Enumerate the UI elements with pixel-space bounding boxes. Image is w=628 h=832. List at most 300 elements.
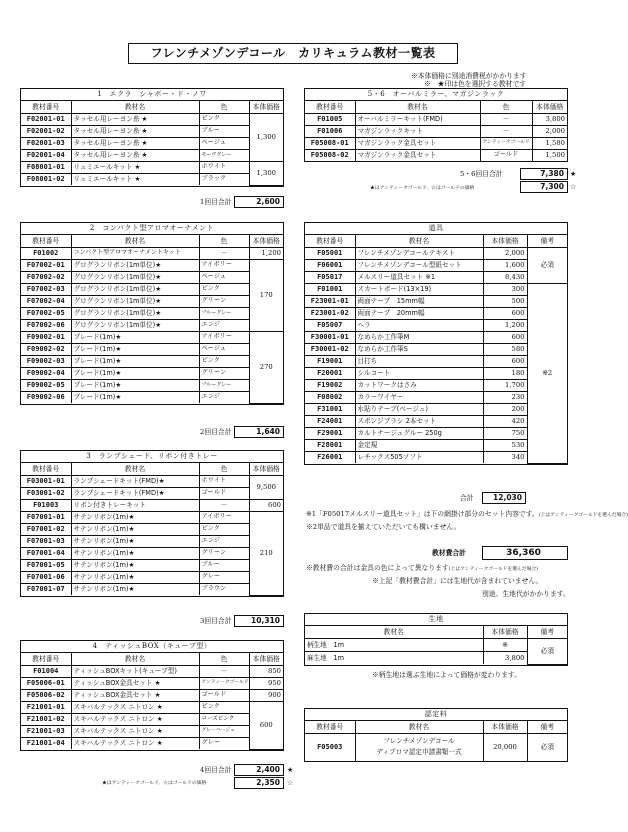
- fees-label: 教材費合計: [432, 549, 466, 557]
- table-row: [21, 523, 283, 535]
- table-row: [21, 307, 283, 319]
- table-row: [21, 475, 283, 487]
- col-color-header: 色: [480, 101, 532, 113]
- table-cell: F28001: [305, 439, 355, 451]
- table-cell: 必須: [527, 638, 567, 664]
- table-cell: なめらか工作筆M: [355, 331, 483, 343]
- tools-total-label: 合計: [460, 494, 474, 502]
- table-row: [21, 161, 283, 173]
- col-name-header: 教材名: [71, 101, 199, 113]
- table-row: [21, 689, 283, 701]
- table-row: [21, 677, 283, 689]
- fees-note-3: 別途、生地代がかかります。: [482, 590, 570, 598]
- table-cell: F05003: [305, 733, 355, 761]
- table-cell: 850: [249, 665, 283, 677]
- col-code-header: 教材番号: [305, 721, 355, 733]
- table-cell: ブレード(1m)★: [71, 343, 199, 355]
- section-4-table: [20, 640, 284, 751]
- table-cell: グログランリボン(1m単位)★: [71, 307, 199, 319]
- col-remark-header: 備考: [527, 626, 567, 638]
- table-cell: F07002-02: [21, 271, 71, 283]
- table-row: [305, 137, 567, 149]
- table-row: [21, 737, 283, 749]
- table-row: [305, 113, 567, 125]
- table-cell: 水貼りテープ(ベージュ): [355, 403, 483, 415]
- table-cell: F07001-02: [21, 523, 71, 535]
- table-cell: 3,800: [532, 113, 567, 125]
- table-cell: ピンク: [199, 283, 249, 295]
- table-cell: ピンク: [199, 355, 249, 367]
- table-cell: ベージュ: [199, 271, 249, 283]
- table-cell: 600: [483, 331, 527, 343]
- table-cell: 600: [249, 499, 283, 511]
- table-cell: 600: [483, 355, 527, 367]
- page-title: フレンチメゾンデコール カリキュラム教材一覧表: [128, 43, 458, 64]
- col-color-header: 色: [199, 463, 249, 475]
- table-cell: F19001: [305, 355, 355, 367]
- col-price-header: 本体価格: [249, 101, 283, 113]
- cert-table: [304, 708, 568, 762]
- table-cell: 必須: [527, 733, 567, 761]
- col-color-header: 色: [199, 101, 249, 113]
- col-price-header: 本体価格: [483, 721, 527, 733]
- table-row: [21, 379, 283, 391]
- col-price-header: 本体価格: [532, 101, 567, 113]
- table-row: [21, 725, 283, 737]
- table-cell: F09002-03: [21, 355, 71, 367]
- table-cell: スカートボード(13×19): [355, 283, 483, 295]
- table-cell: F02001-02: [21, 125, 71, 137]
- table-cell: －: [480, 125, 532, 137]
- section-56-mark-a: ★: [570, 170, 577, 178]
- section-56-total-label: 5・6回目合計: [460, 170, 503, 178]
- table-cell: [355, 733, 483, 761]
- table-cell: F01004: [21, 665, 71, 677]
- col-name-header: 教材名: [71, 653, 199, 665]
- table-cell: F02001-03: [21, 137, 71, 149]
- table-cell: F01003: [21, 499, 71, 511]
- col-name-header: 教材名: [71, 235, 199, 247]
- table-cell: サテンリボン(1m)★: [71, 511, 199, 523]
- table-cell: サテンリボン(1m)★: [71, 571, 199, 583]
- col-name-header: 教材名: [305, 626, 483, 638]
- col-name-header: 教材名: [355, 101, 480, 113]
- table-cell: F07002-01: [21, 259, 71, 271]
- table-cell: F07001-05: [21, 559, 71, 571]
- fabric-note: ※柄生地は選ぶ生地によって価格が変わります。: [372, 671, 521, 679]
- table-row: [21, 343, 283, 355]
- tools-title: 道具: [305, 223, 567, 235]
- table-cell: 950: [249, 677, 283, 689]
- section-4-mark-a: ★: [287, 766, 294, 774]
- col-price-header: 本体価格: [249, 235, 283, 247]
- table-row: [21, 511, 283, 523]
- table-cell: グログランリボン(1m単位)★: [71, 319, 199, 331]
- section-56-mark-b: ☆: [570, 183, 577, 191]
- table-cell: ピンク: [199, 523, 249, 535]
- table-cell: ブラック: [199, 173, 249, 185]
- table-cell: F07002-05: [21, 307, 71, 319]
- table-cell: F19002: [305, 379, 355, 391]
- table-cell: フレンチメゾンデコール型紙セット: [355, 259, 483, 271]
- col-price-header: 本体価格: [483, 235, 527, 247]
- table-cell: レチックス505ソフト: [355, 451, 483, 463]
- table-cell: ※: [483, 638, 527, 651]
- table-row: [305, 247, 567, 259]
- table-cell: F07001-06: [21, 571, 71, 583]
- section-56-total-b: 7,300: [520, 181, 568, 193]
- table-cell: F05017: [305, 271, 355, 283]
- table-cell: F21001-04: [21, 737, 71, 749]
- section-2-total-label: 2回目合計: [200, 428, 232, 436]
- table-cell: F01002: [21, 247, 71, 259]
- table-cell: F07001-01: [21, 511, 71, 523]
- table-cell: F05006-01: [21, 677, 71, 689]
- col-color-header: 色: [199, 653, 249, 665]
- table-cell: F24001: [305, 415, 355, 427]
- table-cell: F30001-01: [305, 331, 355, 343]
- table-cell: ホワイト: [199, 161, 249, 173]
- table-cell: 270: [249, 331, 283, 403]
- table-cell: －: [199, 247, 249, 259]
- table-cell: 300: [483, 283, 527, 295]
- table-row: [305, 733, 567, 761]
- table-cell: F21001-02: [21, 713, 71, 725]
- table-cell: 200: [483, 403, 527, 415]
- table-cell: F07002-04: [21, 295, 71, 307]
- table-cell: ティッシュBOXキット(キューブ型): [71, 665, 199, 677]
- table-cell: サテンリボン(1m)★: [71, 559, 199, 571]
- table-cell: オーバルミラーキット(FMD): [355, 113, 480, 125]
- table-row: [21, 149, 283, 161]
- table-cell: エンジ: [199, 319, 249, 331]
- table-cell: 麻生地 1m: [305, 651, 483, 664]
- tax-note: ※本体価格に別途消費税がかかります: [411, 72, 527, 80]
- table-cell: シルコート: [355, 367, 483, 379]
- table-cell: 必須: [527, 247, 567, 283]
- fees-total: 36,360: [482, 546, 568, 560]
- table-cell: グログランリボン(1m単位)★: [71, 271, 199, 283]
- table-cell: タッセル用レーヨン糸 ★: [71, 125, 199, 137]
- table-row: [21, 319, 283, 331]
- col-price-header: 本体価格: [483, 626, 527, 638]
- table-cell: F29001: [305, 427, 355, 439]
- section-4-mark-b: ☆: [287, 779, 294, 787]
- table-row: [21, 283, 283, 295]
- table-cell: 530: [483, 439, 527, 451]
- table-row: [21, 713, 283, 725]
- table-cell: マガジンラック金具セット: [355, 137, 480, 149]
- col-remark-header: 備考: [527, 721, 567, 733]
- table-cell: ティッシュBOX金具セット ★: [71, 689, 199, 701]
- table-cell: F31001: [305, 403, 355, 415]
- table-cell: F09002-02: [21, 343, 71, 355]
- table-row: [21, 665, 283, 677]
- section-4-total-a: 2,400: [234, 764, 284, 776]
- table-cell: ランプシェードキット(FMD)★: [71, 475, 199, 487]
- table-cell: グログランリボン(1m単位)★: [71, 283, 199, 295]
- table-cell: メルスリー道具セット ※1: [355, 271, 483, 283]
- fees-note-2: ※上記「教材費合計」には生地代が含まれていません。: [372, 577, 543, 585]
- table-cell: ピンク: [199, 701, 249, 713]
- table-cell: タッセル用レーヨン糸 ★: [71, 137, 199, 149]
- table-cell: F21001-01: [21, 701, 71, 713]
- table-cell: 340: [483, 451, 527, 463]
- table-cell: グリーン: [199, 547, 249, 559]
- table-cell: 1,700: [483, 379, 527, 391]
- col-code-header: 教材番号: [21, 235, 71, 247]
- table-cell: モーヴグレー: [199, 149, 249, 161]
- table-row: [21, 125, 283, 137]
- table-cell: F21001-03: [21, 725, 71, 737]
- table-cell: エンジ: [199, 391, 249, 403]
- section-3-table: [20, 450, 284, 597]
- table-cell: F03001-02: [21, 487, 71, 499]
- fabric-table: [304, 613, 568, 666]
- section-4-total-b: 2,350: [234, 777, 284, 789]
- table-cell: グレー: [199, 737, 249, 749]
- section-2-total: 1,640: [234, 426, 284, 438]
- tools-note-1: ※1「F05017メルスリー道具セット」は下の網掛け部分のセット内容です。(上はアンティークゴールドを選んだ場合): [306, 510, 628, 518]
- table-cell: ベージュ: [199, 343, 249, 355]
- table-cell: ゴールド: [199, 487, 249, 499]
- table-row: [21, 535, 283, 547]
- table-cell: ゴールド: [199, 689, 249, 701]
- table-cell: ブルー: [199, 125, 249, 137]
- table-row: [21, 295, 283, 307]
- col-price-header: 本体価格: [249, 653, 283, 665]
- table-cell: サテンリボン(1m)★: [71, 583, 199, 595]
- tools-total: 12,030: [482, 492, 526, 504]
- tools-note-2: ※2単品で道具を揃えていただいても構いません。: [306, 523, 461, 531]
- tools-table: [304, 222, 568, 465]
- table-row: [21, 583, 283, 595]
- table-cell: 1,200: [483, 319, 527, 331]
- col-name-header: 教材名: [355, 235, 483, 247]
- table-cell: ブルーグレー: [199, 379, 249, 391]
- col-name-header: 教材名: [71, 463, 199, 475]
- col-color-header: 色: [199, 235, 249, 247]
- section-2-table: [20, 222, 284, 405]
- table-cell: ブレード(1m)★: [71, 331, 199, 343]
- cert-name-line2: ディプロマ認定申請書類一式: [376, 748, 462, 757]
- table-cell: ホワイト: [199, 475, 249, 487]
- table-cell: 900: [249, 689, 283, 701]
- table-cell: F30001-02: [305, 343, 355, 355]
- table-cell: 1,200: [249, 247, 283, 259]
- table-cell: ブルーグレー: [199, 307, 249, 319]
- table-row: [21, 571, 283, 583]
- table-cell: F01001: [305, 283, 355, 295]
- table-cell: 500: [483, 295, 527, 307]
- table-cell: F09002-05: [21, 379, 71, 391]
- section-4-note: ★はアンティークゴールド、☆はゴールドの価格: [102, 781, 207, 786]
- table-cell: ブレード(1m)★: [71, 367, 199, 379]
- section-3-total: 10,310: [234, 615, 284, 627]
- table-cell: F09002-01: [21, 331, 71, 343]
- table-row: [21, 113, 283, 125]
- section-1-title: 1 エクラ シャボー・ド・ノワ: [21, 89, 283, 101]
- table-cell: F06001: [305, 259, 355, 271]
- table-cell: 580: [483, 343, 527, 355]
- table-cell: カラーワイヤー: [355, 391, 483, 403]
- table-cell: リュミエールキット ★: [71, 173, 199, 185]
- table-cell: F23001-01: [305, 295, 355, 307]
- table-cell: F05006-02: [21, 689, 71, 701]
- table-cell: 柄生地 1m: [305, 638, 483, 651]
- table-cell: リボン付きトレーキット: [71, 499, 199, 511]
- section-1-table: [20, 88, 284, 187]
- table-row: [305, 125, 567, 137]
- col-code-header: 教材番号: [305, 235, 355, 247]
- table-cell: F26001: [305, 451, 355, 463]
- table-row: [21, 701, 283, 713]
- table-cell: F08001-01: [21, 161, 71, 173]
- table-cell: サテンリボン(1m)★: [71, 535, 199, 547]
- table-cell: 1,300: [249, 113, 283, 161]
- table-cell: F08002: [305, 391, 355, 403]
- col-code-header: 教材番号: [21, 463, 71, 475]
- table-cell: タッセル用レーヨン糸 ★: [71, 113, 199, 125]
- section-4-total-label: 4回目合計: [200, 766, 232, 774]
- table-cell: ブレード(1m)★: [71, 379, 199, 391]
- table-cell: －: [199, 499, 249, 511]
- table-cell: ティッシュBOX金具セット ★: [71, 677, 199, 689]
- table-cell: F07001-07: [21, 583, 71, 595]
- fees-note-1: ※教材費の合計は金具の色によって異なります(上はアンティークゴールドを選んだ場合): [306, 564, 539, 572]
- table-cell: グレー: [199, 571, 249, 583]
- col-code-header: 教材番号: [21, 101, 71, 113]
- table-cell: アイボリー: [199, 331, 249, 343]
- table-cell: F07002-03: [21, 283, 71, 295]
- cert-name-line1: フレンチメゾンデコール: [383, 737, 455, 746]
- fabric-title: 生地: [305, 614, 567, 626]
- table-cell: 1,600: [483, 259, 527, 271]
- table-cell: 600: [249, 701, 283, 749]
- table-cell: グログランリボン(1m単位)★: [71, 295, 199, 307]
- table-cell: 目打ち: [355, 355, 483, 367]
- section-3-total-label: 3回目合計: [200, 617, 232, 625]
- table-cell: ブレード(1m)★: [71, 391, 199, 403]
- table-cell: F05007: [305, 319, 355, 331]
- table-row: [21, 391, 283, 403]
- table-cell: 20,000: [483, 733, 527, 761]
- table-cell: 金定規: [355, 439, 483, 451]
- table-cell: F02001-01: [21, 113, 71, 125]
- table-cell: 1,300: [249, 161, 283, 185]
- table-cell: スキバルテックス ニトロン ★: [71, 725, 199, 737]
- col-code-header: 教材番号: [305, 101, 355, 113]
- table-cell: F05001: [305, 247, 355, 259]
- table-cell: 170: [249, 259, 283, 331]
- table-cell: アンティークゴールド: [199, 677, 249, 689]
- table-cell: 1,500: [532, 149, 567, 161]
- table-row: [21, 355, 283, 367]
- table-cell: 2,000: [483, 247, 527, 259]
- table-cell: ランプシェードキット(FMD)★: [71, 487, 199, 499]
- col-code-header: 教材番号: [21, 653, 71, 665]
- table-cell: フレンチメゾンデコールテキスト: [355, 247, 483, 259]
- table-cell: スキバルテックス ニトロン ★: [71, 737, 199, 749]
- table-row: [21, 559, 283, 571]
- table-row: [21, 259, 283, 271]
- table-cell: F09002-06: [21, 391, 71, 403]
- table-cell: マガジンラック金具セット: [355, 149, 480, 161]
- section-56-total-a: 7,380: [520, 168, 568, 180]
- table-cell: なめらか工作筆S: [355, 343, 483, 355]
- table-cell: ゴールド: [480, 149, 532, 161]
- table-cell: F02001-04: [21, 149, 71, 161]
- table-cell: F07002-06: [21, 319, 71, 331]
- table-cell: 8,430: [483, 271, 527, 283]
- table-cell: ピンク: [199, 113, 249, 125]
- table-cell: アイボリー: [199, 259, 249, 271]
- col-name-header: 教材名: [355, 721, 483, 733]
- table-cell: 600: [483, 307, 527, 319]
- table-cell: F01006: [305, 125, 355, 137]
- table-cell: ※2: [527, 283, 567, 463]
- table-cell: ブラウン: [199, 583, 249, 595]
- table-cell: 180: [483, 367, 527, 379]
- table-cell: 210: [249, 511, 283, 595]
- table-cell: スキバルテックス ニトロン ★: [71, 701, 199, 713]
- table-cell: カルトナージュグルー 250g: [355, 427, 483, 439]
- table-cell: 750: [483, 427, 527, 439]
- table-cell: 3,800: [483, 651, 527, 664]
- col-remark-header: 備考: [527, 235, 567, 247]
- table-cell: F09002-04: [21, 367, 71, 379]
- table-cell: カットワークはさみ: [355, 379, 483, 391]
- table-cell: リュミエールキット ★: [71, 161, 199, 173]
- table-cell: 両面テープ 15mm幅: [355, 295, 483, 307]
- table-cell: コンパクト型アロマオーナメントキット: [71, 247, 199, 259]
- section-56-table: [304, 88, 568, 162]
- table-cell: タッセル用レーヨン糸 ★: [71, 149, 199, 161]
- table-cell: サテンリボン(1m)★: [71, 523, 199, 535]
- table-row: [21, 487, 283, 499]
- col-price-header: 本体価格: [249, 463, 283, 475]
- star-note: ※ ★印は色を選択する教材です: [424, 80, 526, 88]
- table-row: [305, 283, 567, 295]
- table-cell: F20001: [305, 367, 355, 379]
- table-cell: アンティークゴールド: [480, 137, 532, 149]
- table-cell: スポンジブラシ 2本セット: [355, 415, 483, 427]
- table-cell: F05008-01: [305, 137, 355, 149]
- table-row: [21, 547, 283, 559]
- table-cell: スキバルテックス ニトロン ★: [71, 713, 199, 725]
- table-row: [305, 149, 567, 161]
- table-cell: F07001-03: [21, 535, 71, 547]
- table-cell: ローズピンク: [199, 713, 249, 725]
- table-cell: F05008-02: [305, 149, 355, 161]
- cert-title: 認定料: [305, 709, 567, 721]
- table-cell: －: [199, 665, 249, 677]
- section-56-title: 5・6 オーバルミラー、マガジンラック: [305, 89, 567, 101]
- section-56-note: ★はアンティークゴールド、☆はゴールドの価格: [370, 186, 475, 191]
- table-cell: F23001-02: [305, 307, 355, 319]
- table-cell: グリーン: [199, 295, 249, 307]
- table-cell: ブレード(1m)★: [71, 355, 199, 367]
- table-cell: ベージュ: [199, 137, 249, 149]
- section-1-total: 2,600: [234, 196, 284, 208]
- table-row: [21, 367, 283, 379]
- table-cell: F03001-01: [21, 475, 71, 487]
- table-cell: グログランリボン(1m単位)★: [71, 259, 199, 271]
- table-cell: ブルー: [199, 559, 249, 571]
- table-cell: 両面テープ 20mm幅: [355, 307, 483, 319]
- table-row: [21, 271, 283, 283]
- section-3-title: 3 ランプシェード、リボン付きトレー: [21, 451, 283, 463]
